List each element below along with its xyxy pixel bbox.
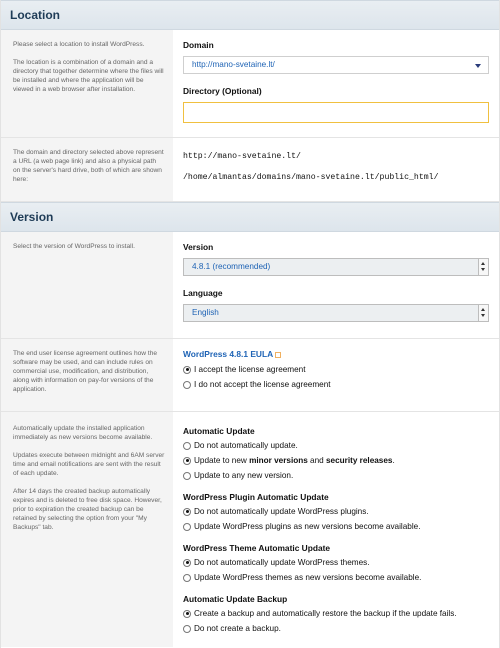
domain-select[interactable] <box>183 56 489 74</box>
plugin-update-title: WordPress Plugin Automatic Update <box>183 492 329 502</box>
auto-update-title: Automatic Update <box>183 426 255 436</box>
backup-opt-none[interactable] <box>183 624 489 633</box>
url-display <box>173 138 499 201</box>
domain-value: http://mano-svetaine.lt/ <box>192 60 275 69</box>
version-row <box>1 232 499 339</box>
auto-text-3: After 14 days the created backup automatically expires and is deleted to free disk space. However, prior to expiration the created backup can be retained by selecting the option from your "My Backups" tab. <box>13 488 162 531</box>
version-header: Version <box>1 202 499 232</box>
backup-opt-none-label: Do not create a backup. <box>194 624 281 633</box>
chevron-down-icon <box>475 64 481 68</box>
location-fields <box>173 30 499 137</box>
version-label: Version <box>183 242 214 252</box>
theme-opt-none-label: Do not automatically update WordPress themes. <box>194 558 370 567</box>
select-arrows-icon <box>478 305 488 321</box>
decline-label: I do not accept the license agreement <box>194 380 331 389</box>
radio-icon[interactable] <box>183 381 191 389</box>
path-text: /home/almantas/domains/mano-svetaine.lt/public_html/ <box>183 173 439 182</box>
auto-opt-minor-prefix: Update to new <box>194 456 250 465</box>
theme-opt-none[interactable] <box>183 558 489 567</box>
version-select-text: Select the version of WordPress to install. <box>13 243 135 250</box>
eula-row <box>1 339 499 412</box>
theme-opt-update-label: Update WordPress themes as new versions become available. <box>194 573 422 582</box>
accept-option[interactable] <box>183 365 489 374</box>
radio-checked-icon[interactable] <box>183 610 191 618</box>
select-arrows-icon <box>478 259 488 275</box>
language-select[interactable] <box>183 304 489 322</box>
auto-opt-minor-suffix: . <box>392 456 395 465</box>
location-intro-1: Please select a location to install WordPress. <box>13 41 145 48</box>
eula-text: The end user license agreement outlines how the software may be used, and can include rules on commercial use, modification, and distribution, along with information on pay-for versions of the application. <box>13 350 158 393</box>
radio-checked-icon[interactable] <box>183 508 191 516</box>
version-select[interactable] <box>183 258 489 276</box>
auto-text-2: Updates execute between midnight and 6AM server time and email notifications are sent with the result of each update. <box>13 452 165 477</box>
backup-title: Automatic Update Backup <box>183 594 288 604</box>
radio-icon[interactable] <box>183 523 191 531</box>
plugin-opt-update-label: Update WordPress plugins as new versions become available. <box>194 522 421 531</box>
radio-checked-icon[interactable] <box>183 559 191 567</box>
location-header: Location <box>1 0 499 30</box>
auto-opt-minor-bold2: security releases <box>326 456 393 465</box>
decline-option[interactable] <box>183 380 489 389</box>
eula-fields <box>173 339 499 411</box>
eula-link[interactable]: WordPress 4.8.1 EULA <box>183 349 274 359</box>
plugin-opt-update[interactable] <box>183 522 489 531</box>
auto-opt-none[interactable] <box>183 441 489 450</box>
radio-checked-icon[interactable] <box>183 366 191 374</box>
language-label: Language <box>183 288 223 298</box>
location-row <box>1 30 499 138</box>
domain-label: Domain <box>183 40 214 50</box>
radio-checked-icon[interactable] <box>183 457 191 465</box>
location-help <box>1 30 173 137</box>
external-link-icon <box>275 352 281 358</box>
backup-opt-create[interactable] <box>183 609 489 618</box>
plugin-opt-none-label: Do not automatically update WordPress plugins. <box>194 507 369 516</box>
auto-opt-any-label: Update to any new version. <box>194 471 294 480</box>
url-help <box>1 138 173 201</box>
url-explanation: The domain and directory selected above represent a URL (a web page link) and also a physical path on the server's hard drive, both of which are shown here: <box>13 149 164 183</box>
auto-opt-minor-bold1: minor versions <box>249 456 308 465</box>
auto-opt-minor[interactable] <box>183 456 489 465</box>
radio-icon[interactable] <box>183 472 191 480</box>
radio-icon[interactable] <box>183 442 191 450</box>
radio-icon[interactable] <box>183 625 191 633</box>
url-row <box>1 138 499 202</box>
language-value: English <box>192 308 219 317</box>
auto-opt-any[interactable] <box>183 471 489 480</box>
plugin-opt-none[interactable] <box>183 507 489 516</box>
accept-label: I accept the license agreement <box>194 365 306 374</box>
theme-opt-update[interactable] <box>183 573 489 582</box>
backup-opt-create-label: Create a backup and automatically restore the backup if the update fails. <box>194 609 457 618</box>
location-intro-2: The location is a combination of a domain and a directory that together determine where the files will be installed and where the application will be viewed in a web browser after installation. <box>13 59 164 93</box>
auto-update-row <box>1 412 499 647</box>
auto-update-fields <box>173 412 499 647</box>
theme-update-title: WordPress Theme Automatic Update <box>183 543 331 553</box>
eula-help <box>1 339 173 411</box>
version-fields <box>173 232 499 338</box>
radio-icon[interactable] <box>183 574 191 582</box>
auto-text-1: Automatically update the installed application immediately as new versions become available. <box>13 425 153 441</box>
auto-opt-none-label: Do not automatically update. <box>194 441 298 450</box>
auto-update-help <box>1 412 173 647</box>
directory-input[interactable] <box>183 102 489 123</box>
auto-opt-minor-label <box>194 456 395 465</box>
auto-opt-minor-mid: and <box>307 456 326 465</box>
version-help <box>1 232 173 338</box>
version-value: 4.8.1 (recommended) <box>192 262 271 271</box>
directory-label: Directory (Optional) <box>183 86 262 96</box>
url-text: http://mano-svetaine.lt/ <box>183 152 301 161</box>
